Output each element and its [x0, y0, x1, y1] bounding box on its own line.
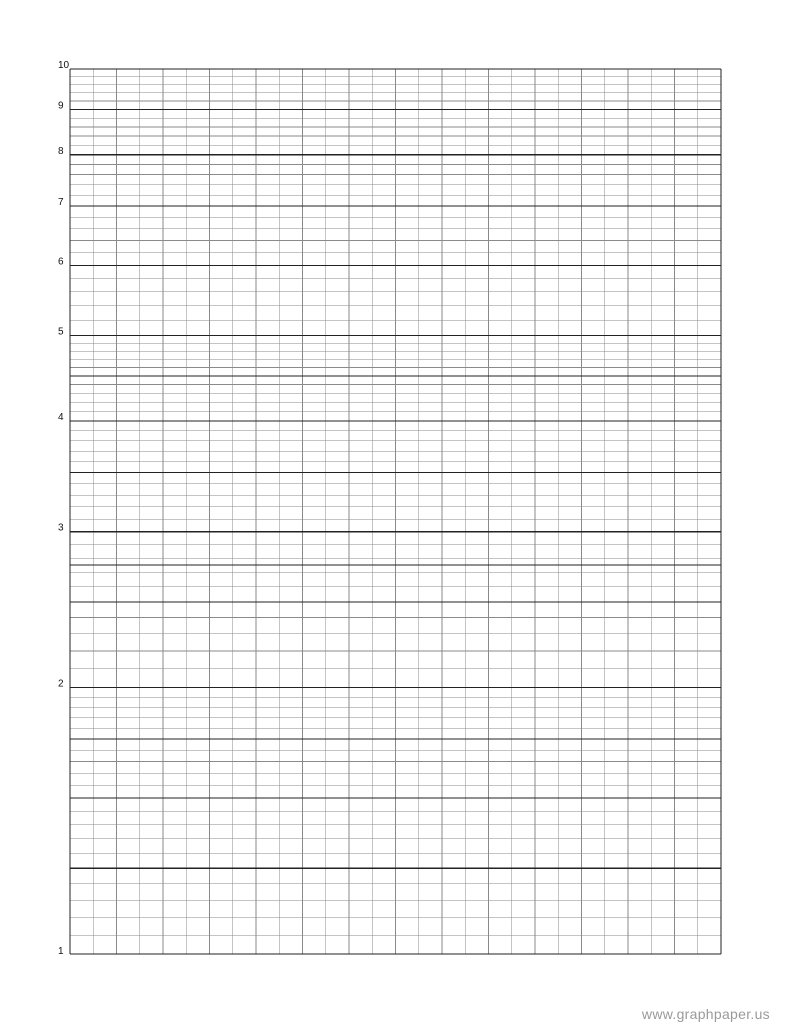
- scale-label-9: 9: [58, 100, 64, 112]
- scale-labels: [58, 60, 70, 957]
- minor-grid-lines: [70, 69, 721, 954]
- scale-label-6: 6: [58, 256, 64, 268]
- scale-label-4: 4: [58, 412, 64, 424]
- scale-label-7: 7: [58, 197, 64, 209]
- scale-label-3: 3: [58, 522, 64, 534]
- scale-label-8: 8: [58, 145, 64, 157]
- scale-label-5: 5: [58, 326, 64, 338]
- scale-label-10: 10: [58, 60, 70, 71]
- scale-label-2: 2: [58, 678, 64, 690]
- scale-label-1: 1: [58, 946, 64, 957]
- watermark-text: www.graphpaper.us: [641, 1006, 770, 1022]
